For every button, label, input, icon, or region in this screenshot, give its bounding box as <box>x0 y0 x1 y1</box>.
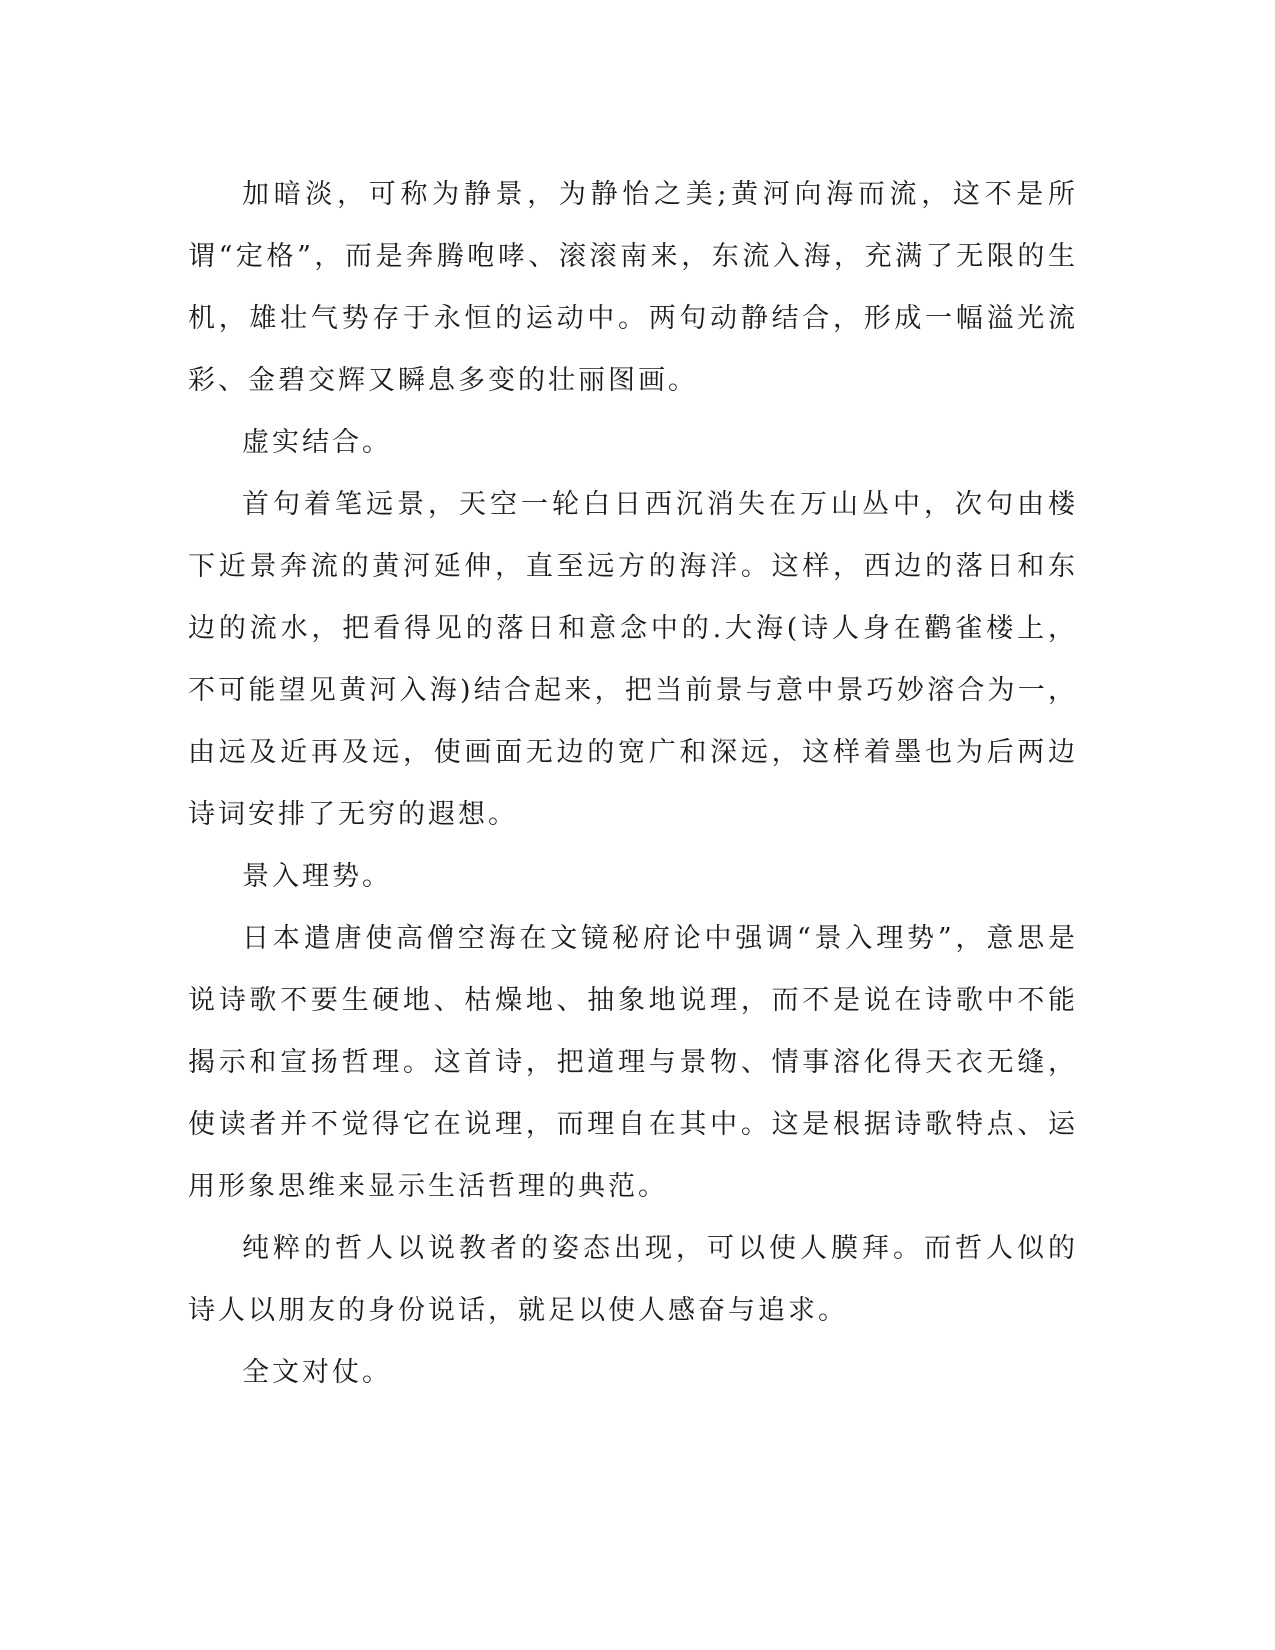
paragraph-philosopher: 纯粹的哲人以说教者的姿态出现，可以使人膜拜。而哲人似的诗人以朋友的身份说话，就足以使人感奋与追求。 <box>188 1233 1078 1326</box>
heading-parallelism: 全文对仗。 <box>242 1357 392 1388</box>
paragraph-scene-reason: 日本遣唐使高僧空海在文镜秘府论中强调“景入理势”，意思是说诗歌不要生硬地、枯燥地、抽象地说理，而不是说在诗歌中不能揭示和宣扬哲理。这首诗，把道理与景物、情事溶化得天衣无缝，使读者并不觉得它在说理，而理自在其中。这是根据诗歌特点、运用形象思维来显示生活哲理的典范。 <box>188 923 1078 1202</box>
heading-real-virtual: 虚实结合。 <box>242 427 392 458</box>
heading-scene-reason: 景入理势。 <box>242 861 392 892</box>
paragraph-real-virtual: 首句着笔远景，天空一轮白日西沉消失在万山丛中，次句由楼下近景奔流的黄河延伸，直至远方的海洋。这样，西边的落日和东边的流水，把看得见的落日和意念中的.大海(诗人身在鹳雀楼上，不可能望见黄河入海)结合起来，把当前景与意中景巧妙溶合为一，由远及近再及远，使画面无边的宽广和深远，这样着墨也为后两边诗词安排了无穷的遐想。 <box>188 489 1078 830</box>
document-body <box>188 164 1078 1404</box>
paragraph-dynamic-static: 加暗淡，可称为静景，为静怡之美;黄河向海而流，这不是所谓“定格”，而是奔腾咆哮、滚滚南来，东流入海，充满了无限的生机，雄壮气势存于永恒的运动中。两句动静结合，形成一幅溢光流彩、金碧交辉又瞬息多变的壮丽图画。 <box>188 179 1078 396</box>
